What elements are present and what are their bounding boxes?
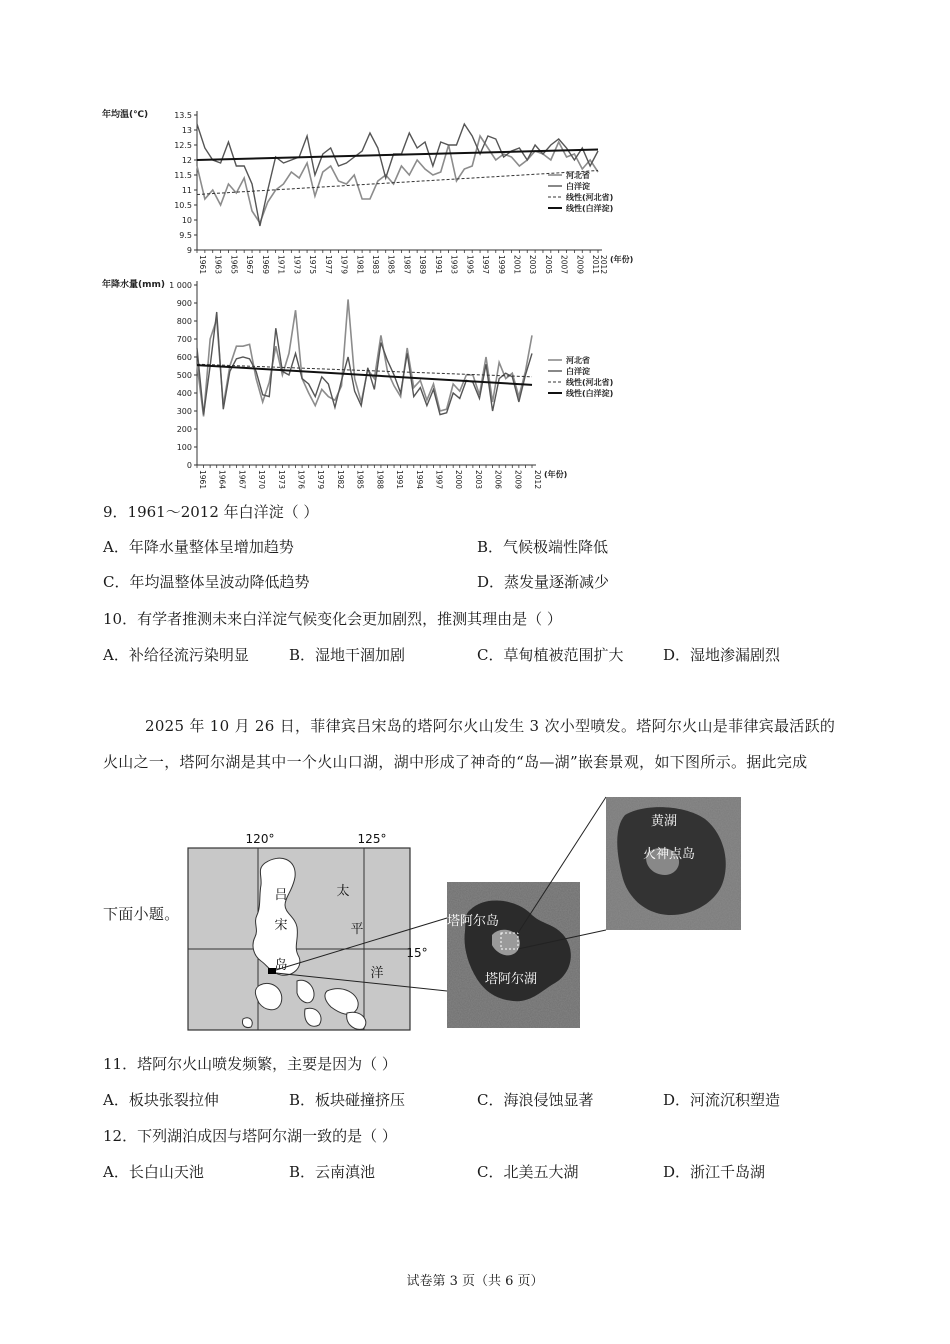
- y-tick-label: 800: [176, 317, 192, 326]
- x-tick-label: 1967: [245, 255, 255, 275]
- x-tick-label: 1989: [418, 255, 428, 275]
- legend-label: 河北省: [566, 356, 590, 365]
- y-tick-label: 500: [176, 371, 192, 380]
- y-tick-label: 10.5: [174, 201, 192, 210]
- longitude-125-label: 125°: [357, 832, 387, 846]
- y-tick-label: 12.5: [174, 141, 192, 150]
- x-tick-label: 1997: [481, 255, 491, 275]
- passage-line-3: 下面小题。: [103, 905, 180, 923]
- question-9-stem: 9．1961～2012 年白洋淀（ ）: [103, 503, 319, 521]
- q12-option-b[interactable]: B．云南滇池: [289, 1163, 376, 1181]
- x-tick-label: 1967: [237, 470, 247, 490]
- q10-option-c[interactable]: C．草甸植被范围扩大: [477, 646, 624, 664]
- y-tick-label: 0: [186, 461, 192, 470]
- x-tick-label: 2003: [473, 470, 483, 490]
- taal-island-label: 塔阿尔岛: [447, 914, 500, 929]
- q9-option-d[interactable]: D．蒸发量逐渐减少: [477, 573, 610, 591]
- question-12-stem: 12．下列湖泊成因与塔阿尔湖一致的是（ ）: [103, 1127, 397, 1145]
- x-tick-label: 1979: [339, 255, 349, 275]
- x-tick-label: 1961: [198, 255, 207, 275]
- q11-option-b[interactable]: B．板块碰撞挤压: [289, 1091, 406, 1109]
- x-tick-label: 2009: [575, 255, 585, 275]
- x-tick-label: 1973: [292, 255, 302, 275]
- x-tick-label: 2001: [512, 255, 522, 275]
- x-tick-label: 1994: [414, 470, 424, 490]
- legend-label: 线性(河北省): [566, 378, 614, 387]
- q10-option-b[interactable]: B．湿地干涸加剧: [289, 646, 406, 664]
- x-tick-label: 2012: [533, 470, 542, 490]
- q11-option-d[interactable]: D．河流沉积塑造: [663, 1091, 781, 1109]
- x-tick-label: 2005: [543, 255, 553, 275]
- x-tick-label: 2009: [513, 470, 523, 490]
- legend-label: 白洋淀: [566, 367, 590, 376]
- q11-option-c[interactable]: C．海浪侵蚀显著: [477, 1091, 594, 1109]
- taal-lake-photo: [447, 882, 580, 1028]
- x-tick-label: 1975: [308, 255, 318, 275]
- x-tick-label: 1976: [296, 470, 306, 490]
- legend-label: 河北省: [566, 171, 590, 180]
- x-tick-label: 2003: [528, 255, 538, 275]
- x-tick-label: 1995: [465, 255, 475, 275]
- vulcan-point-label: 火神点岛: [643, 847, 696, 862]
- x-axis-title: (年份): [544, 470, 568, 479]
- y-tick-label: 600: [176, 353, 192, 362]
- luzon-label-char-1: 吕: [274, 888, 288, 903]
- pacific-label-char-3: 洋: [370, 966, 384, 981]
- x-tick-label: 1979: [316, 470, 326, 490]
- locator-map: [188, 832, 428, 1030]
- x-tick-label: 1970: [257, 470, 267, 490]
- y-tick-label: 12: [181, 156, 192, 165]
- y-tick-label: 11: [181, 186, 192, 195]
- pacific-label-char-1: 太: [336, 884, 350, 899]
- y-tick-label: 400: [176, 389, 192, 398]
- x-tick-label: 1985: [355, 470, 365, 490]
- y-tick-label: 300: [176, 407, 192, 416]
- y-tick-label: 10: [181, 216, 192, 225]
- precipitation-chart-plot: [102, 278, 613, 489]
- y-axis-title: 年降水量(mm): [102, 280, 165, 290]
- temperature-chart: [100, 105, 660, 275]
- x-tick-label: 1982: [335, 470, 345, 490]
- x-tick-label: 1993: [449, 255, 459, 275]
- x-tick-label: 1964: [217, 470, 227, 490]
- precipitation-chart: [100, 275, 660, 490]
- y-tick-label: 700: [176, 335, 192, 344]
- x-tick-label: 1983: [370, 255, 380, 275]
- q12-option-c[interactable]: C．北美五大湖: [477, 1163, 579, 1181]
- x-tick-label: 1969: [260, 255, 270, 275]
- y-tick-label: 9.5: [179, 231, 192, 240]
- x-tick-label: 1973: [276, 470, 286, 490]
- q12-option-d[interactable]: D．浙江千岛湖: [663, 1163, 766, 1181]
- y-tick-label: 1 000: [169, 281, 192, 290]
- x-tick-label: 2012: [599, 255, 608, 275]
- x-tick-label: 1961: [198, 470, 207, 490]
- x-tick-label: 1997: [434, 470, 444, 490]
- q9-option-b[interactable]: B．气候极端性降低: [477, 538, 609, 556]
- x-tick-label: 1971: [276, 255, 286, 275]
- y-tick-label: 13: [181, 126, 192, 135]
- y-tick-label: 100: [176, 443, 192, 452]
- y-axis-title: 年均温(℃): [102, 110, 149, 120]
- y-tick-label: 200: [176, 425, 192, 434]
- question-10-stem: 10．有学者推测未来白洋淀气候变化会更加剧烈，推测其理由是（ ）: [103, 610, 562, 628]
- luzon-label-char-3: 岛: [274, 958, 288, 973]
- passage-line-1: 2025 年 10 月 26 日，菲律宾吕宋岛的塔阿尔火山发生 3 次小型喷发。塔阿尔火山是菲律宾最活跃的: [145, 717, 836, 735]
- x-tick-label: 1999: [496, 255, 506, 275]
- y-tick-label: 13.5: [174, 111, 192, 120]
- y-tick-label: 9: [186, 246, 192, 255]
- taal-map-figure: [185, 795, 745, 1040]
- yellow-lake-photo: [606, 797, 741, 930]
- x-tick-label: 1987: [402, 255, 412, 275]
- q10-option-d[interactable]: D．湿地渗漏剧烈: [663, 646, 781, 664]
- legend-label: 线性(白洋淀): [566, 204, 614, 213]
- x-tick-label: 2011: [591, 255, 601, 275]
- pacific-label-char-2: 平: [350, 922, 364, 937]
- x-tick-label: 1965: [229, 255, 239, 275]
- island-shape: [242, 1018, 252, 1028]
- q12-option-a[interactable]: A．长白山天池: [103, 1163, 204, 1181]
- x-tick-label: 1963: [213, 255, 223, 275]
- page-footer: 试卷第 3 页（共 6 页）: [406, 1274, 544, 1289]
- q10-option-a[interactable]: A．补给径流污染明显: [103, 646, 249, 664]
- x-tick-label: 1991: [395, 470, 405, 490]
- longitude-120-label: 120°: [245, 832, 275, 846]
- x-tick-label: 1981: [355, 255, 365, 275]
- legend-label: 白洋淀: [566, 182, 590, 191]
- x-tick-label: 1985: [386, 255, 396, 275]
- legend-label: 线性(河北省): [566, 193, 614, 202]
- legend-label: 线性(白洋淀): [566, 389, 614, 398]
- x-tick-label: 1977: [323, 255, 333, 275]
- q9-option-c[interactable]: C．年均温整体呈波动降低趋势: [103, 573, 310, 591]
- question-11-stem: 11．塔阿尔火山喷发频繁，主要是因为（ ）: [103, 1055, 397, 1073]
- yellow-lake-label: 黄湖: [651, 814, 678, 829]
- x-tick-label: 1991: [433, 255, 443, 275]
- series-line: [197, 312, 532, 415]
- q11-option-a[interactable]: A．板块张裂拉伸: [103, 1091, 219, 1109]
- y-tick-label: 11.5: [174, 171, 192, 180]
- passage-line-2: 火山之一，塔阿尔湖是其中一个火山口湖，湖中形成了神奇的“岛—湖”嵌套景观，如下图所示。据此完成: [103, 753, 808, 771]
- x-axis-title: (年份): [610, 255, 634, 264]
- latitude-15-label: 15°: [406, 946, 428, 960]
- series-line: [197, 150, 598, 161]
- x-tick-label: 2007: [559, 255, 569, 275]
- x-tick-label: 1988: [375, 470, 385, 490]
- q9-option-a[interactable]: A．年降水量整体呈增加趋势: [103, 538, 294, 556]
- temperature-chart-plot: [102, 108, 633, 274]
- x-tick-label: 2006: [493, 470, 503, 490]
- luzon-label-char-2: 宋: [274, 918, 288, 933]
- taal-lake-label: 塔阿尔湖: [485, 972, 538, 987]
- y-tick-label: 900: [176, 299, 192, 308]
- x-tick-label: 2000: [454, 470, 464, 490]
